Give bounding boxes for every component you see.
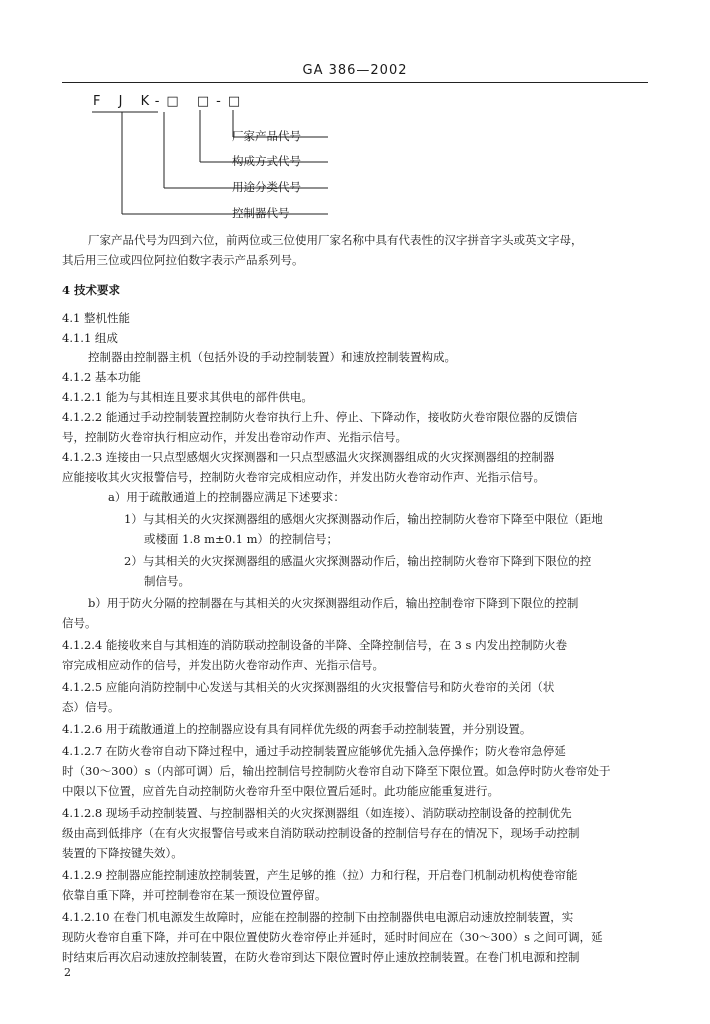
section-4-1-2-title: 4.1.2 基本功能	[62, 370, 141, 384]
note-line-2: 其后用三位或四位阿拉伯数字表示产品系列号。	[62, 253, 304, 267]
page-number: 2	[64, 966, 71, 979]
clause-4-1-2-1: 4.1.2.1 能为与其相连且要求其供电的部件供电。	[62, 390, 313, 404]
section-4-1-1-title: 4.1.1 组成	[62, 331, 118, 345]
label-structure-code: 构成方式代号	[232, 154, 301, 168]
clause-4-1-2-10-line-3: 时结束后再次启动速放控制装置，在防火卷帘到达下限位置时停止速放控制装置。在卷门机电源和控制	[62, 950, 580, 964]
clause-4-1-2-3-item-b-line-1: b）用于防火分隔的控制器在与其相关的火灾探测器组动作后，输出控制卷帘下降到下限位的控制	[88, 596, 579, 610]
clause-4-1-2-10-line-2: 现防火卷帘自重下降，并可在中限位置使防火卷帘停止并延时，延时时间应在（30～300）s 之间可调，延	[62, 930, 603, 944]
clause-4-1-2-8-line-2: 级由高到低排序（在有火灾报警信号或来自消防联动控制设备的控制信号存在的情况下，现场手动控制	[62, 826, 580, 840]
clause-4-1-2-3-item-b-line-2: 信号。	[62, 616, 97, 630]
clause-4-1-2-9-line-2: 依靠自重下降，并可控制卷帘在某一预设位置停留。	[62, 888, 327, 902]
clause-4-1-2-6: 4.1.2.6 用于疏散通道上的控制器应设有具有同样优先级的两套手动控制装置，并分别设置。	[62, 722, 532, 736]
model-code: F J K-□ □-□	[93, 94, 248, 109]
clause-4-1-2-8-line-3: 装置的下降按键失效）。	[62, 846, 183, 860]
standard-code: GA 386—2002	[302, 63, 408, 78]
clause-4-1-2-5-line-2: 态）信号。	[62, 700, 120, 714]
clause-4-1-2-4-line-1: 4.1.2.4 能接收来自与其相连的消防联动控制设备的半降、全降控制信号，在 3 s 内发出控制防火卷	[62, 638, 568, 652]
clause-4-1-2-9-line-1: 4.1.2.9 控制器应能控制速放控制装置，产生足够的推（拉）力和行程，开启卷门机制动机构使卷帘能	[62, 868, 578, 882]
header-rule	[62, 82, 648, 83]
label-controller-code: 控制器代号	[232, 206, 290, 220]
clause-4-1-2-3-item-a: a）用于疏散通道上的控制器应满足下述要求：	[108, 490, 345, 504]
clause-4-1-2-4-line-2: 帘完成相应动作的信号，并发出防火卷帘动作声、光指示信号。	[62, 658, 384, 672]
clause-4-1-2-7-line-2: 时（30～300）s（内部可调）后，输出控制信号控制防火卷帘自动下降至下限位置。如急停时防火卷帘处于	[62, 764, 611, 778]
clause-4-1-2-7-line-3: 中限以下位置，应首先自动控制防火卷帘升至中限位置后延时。此功能应能重复进行。	[62, 784, 499, 798]
clause-4-1-2-3-item-a1-line-2: 或楼面 1.8 m±0.1 m）的控制信号；	[144, 532, 338, 546]
label-usage-code: 用途分类代号	[232, 180, 301, 194]
model-code-diagram	[88, 90, 388, 228]
label-maker-code: 厂家产品代号	[232, 129, 301, 143]
clause-4-1-2-3-item-a1-line-1: 1）与其相关的火灾探测器组的感烟火灾探测器动作后，输出控制防火卷帘下降至中限位（距地	[124, 512, 603, 526]
clause-4-1-2-3-line-2: 应能接收其火灾报警信号，控制防火卷帘完成相应动作，并发出防火卷帘动作声、光指示信号。	[62, 470, 545, 484]
clause-4-1-2-7-line-1: 4.1.2.7 在防火卷帘自动下降过程中，通过手动控制装置应能够优先插入急停操作；防火卷帘急停延	[62, 744, 566, 758]
clause-4-1-2-3-item-a2-line-1: 2）与其相关的火灾探测器组的感温火灾探测器动作后，输出控制防火卷帘下降到下限位的控	[124, 554, 592, 568]
section-4-1-title: 4.1 整机性能	[62, 311, 130, 325]
clause-4-1-2-2-line-1: 4.1.2.2 能通过手动控制装置控制防火卷帘执行上升、停止、下降动作，接收防火卷帘限位器的反馈信	[62, 410, 578, 424]
clause-4-1-2-8-line-1: 4.1.2.8 现场手动控制装置、与控制器相关的火灾探测器组（如连接）、消防联动控制设备的控制优先	[62, 806, 572, 820]
clause-4-1-2-10-line-1: 4.1.2.10 在卷门机电源发生故障时，应能在控制器的控制下由控制器供电电源启动速放控制装置，实	[62, 910, 574, 924]
note-line-1: 厂家产品代号为四到六位，前两位或三位使用厂家名称中具有代表性的汉字拼音字头或英文字母，	[88, 233, 583, 247]
clause-4-1-2-2-line-2: 号，控制防火卷帘执行相应动作，并发出卷帘动作声、光指示信号。	[62, 430, 407, 444]
clause-4-1-2-3-item-a2-line-2: 制信号。	[144, 574, 190, 588]
clause-4-1-2-5-line-1: 4.1.2.5 应能向消防控制中心发送与其相关的火灾探测器组的火灾报警信号和防火卷帘的关闭（状	[62, 680, 555, 694]
clause-4-1-2-3-line-1: 4.1.2.3 连接由一只点型感烟火灾探测器和一只点型感温火灾探测器组成的火灾探测器组的控制器	[62, 450, 555, 464]
section-4-title: 4 技术要求	[62, 283, 121, 297]
section-4-1-1-text: 控制器由控制器主机（包括外设的手动控制装置）和速放控制装置构成。	[88, 350, 456, 364]
